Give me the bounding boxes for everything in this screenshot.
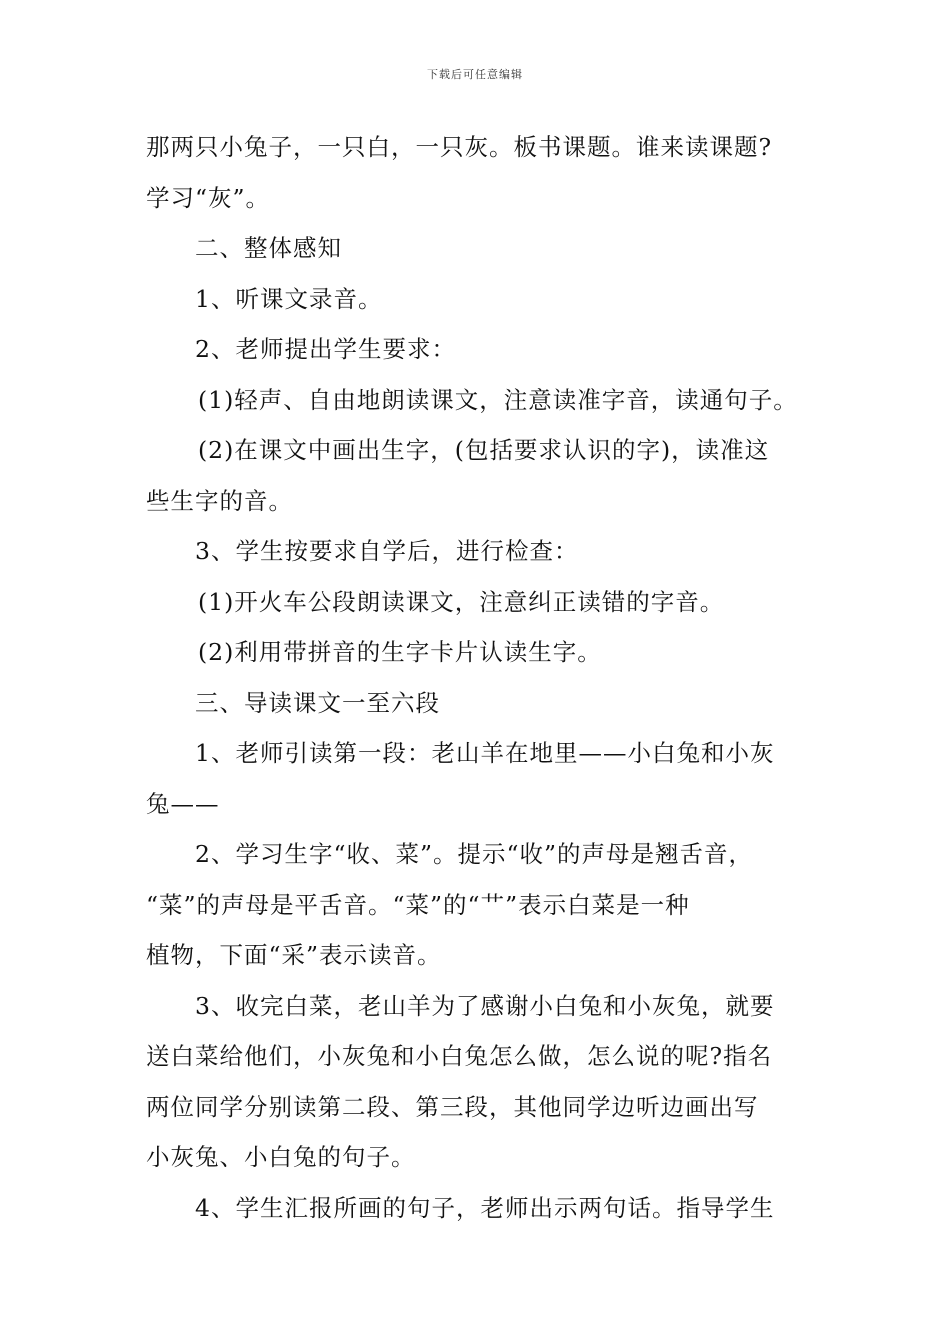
text-line: (1)轻声、自由地朗读课文，注意读准字音，读通句子。: [198, 385, 798, 414]
text-line: 那两只小兔子，一只白，一只灰。板书课题。谁来读课题?: [146, 133, 773, 161]
text-line: 4、学生汇报所画的句子，老师出示两句话。指导学生: [195, 1193, 775, 1222]
text-line: 送白菜给他们，小灰兔和小白兔怎么做，怎么说的呢?指名: [146, 1042, 773, 1070]
section-heading: 二、整体感知: [195, 234, 342, 262]
text-line: 2、学习生字“收、菜”。提示“收”的声母是翘舌音，: [195, 840, 754, 868]
text-line: 3、学生按要求自学后，进行检查：: [195, 537, 579, 565]
section-heading: 三、导读课文一至六段: [195, 688, 440, 717]
text-line: 2、老师提出学生要求：: [195, 335, 456, 363]
text-line: 1、老师引读第一段：老山羊在地里——小白兔和小灰: [195, 739, 775, 767]
text-line: (2)在课文中画出生字，(包括要求认识的字)，读准这: [198, 436, 770, 464]
text-line: “菜”的声母是平舌音。“菜”的“艹”表示白菜是一种: [146, 890, 690, 919]
document-body: [146, 128, 816, 1239]
text-line: 植物，下面“采”表示读音。: [146, 941, 442, 969]
text-line: 两位同学分别读第二段、第三段，其他同学边听边画出写: [146, 1092, 759, 1121]
text-line: 1、听课文录音。: [195, 284, 383, 313]
text-line: 兔——: [146, 789, 220, 818]
text-line: 小灰兔、小白兔的句子。: [146, 1143, 416, 1171]
text-line: 些生字的音。: [146, 486, 293, 515]
text-line: (2)利用带拼音的生字卡片认读生字。: [198, 638, 602, 666]
page-header: 下载后可任意编辑: [427, 68, 523, 81]
text-line: (1)开火车公段朗读课文，注意纠正读错的字音。: [198, 587, 725, 616]
text-line: 3、收完白菜，老山羊为了感谢小白兔和小灰兔，就要: [195, 991, 775, 1020]
text-line: 学习“灰”。: [146, 183, 271, 212]
